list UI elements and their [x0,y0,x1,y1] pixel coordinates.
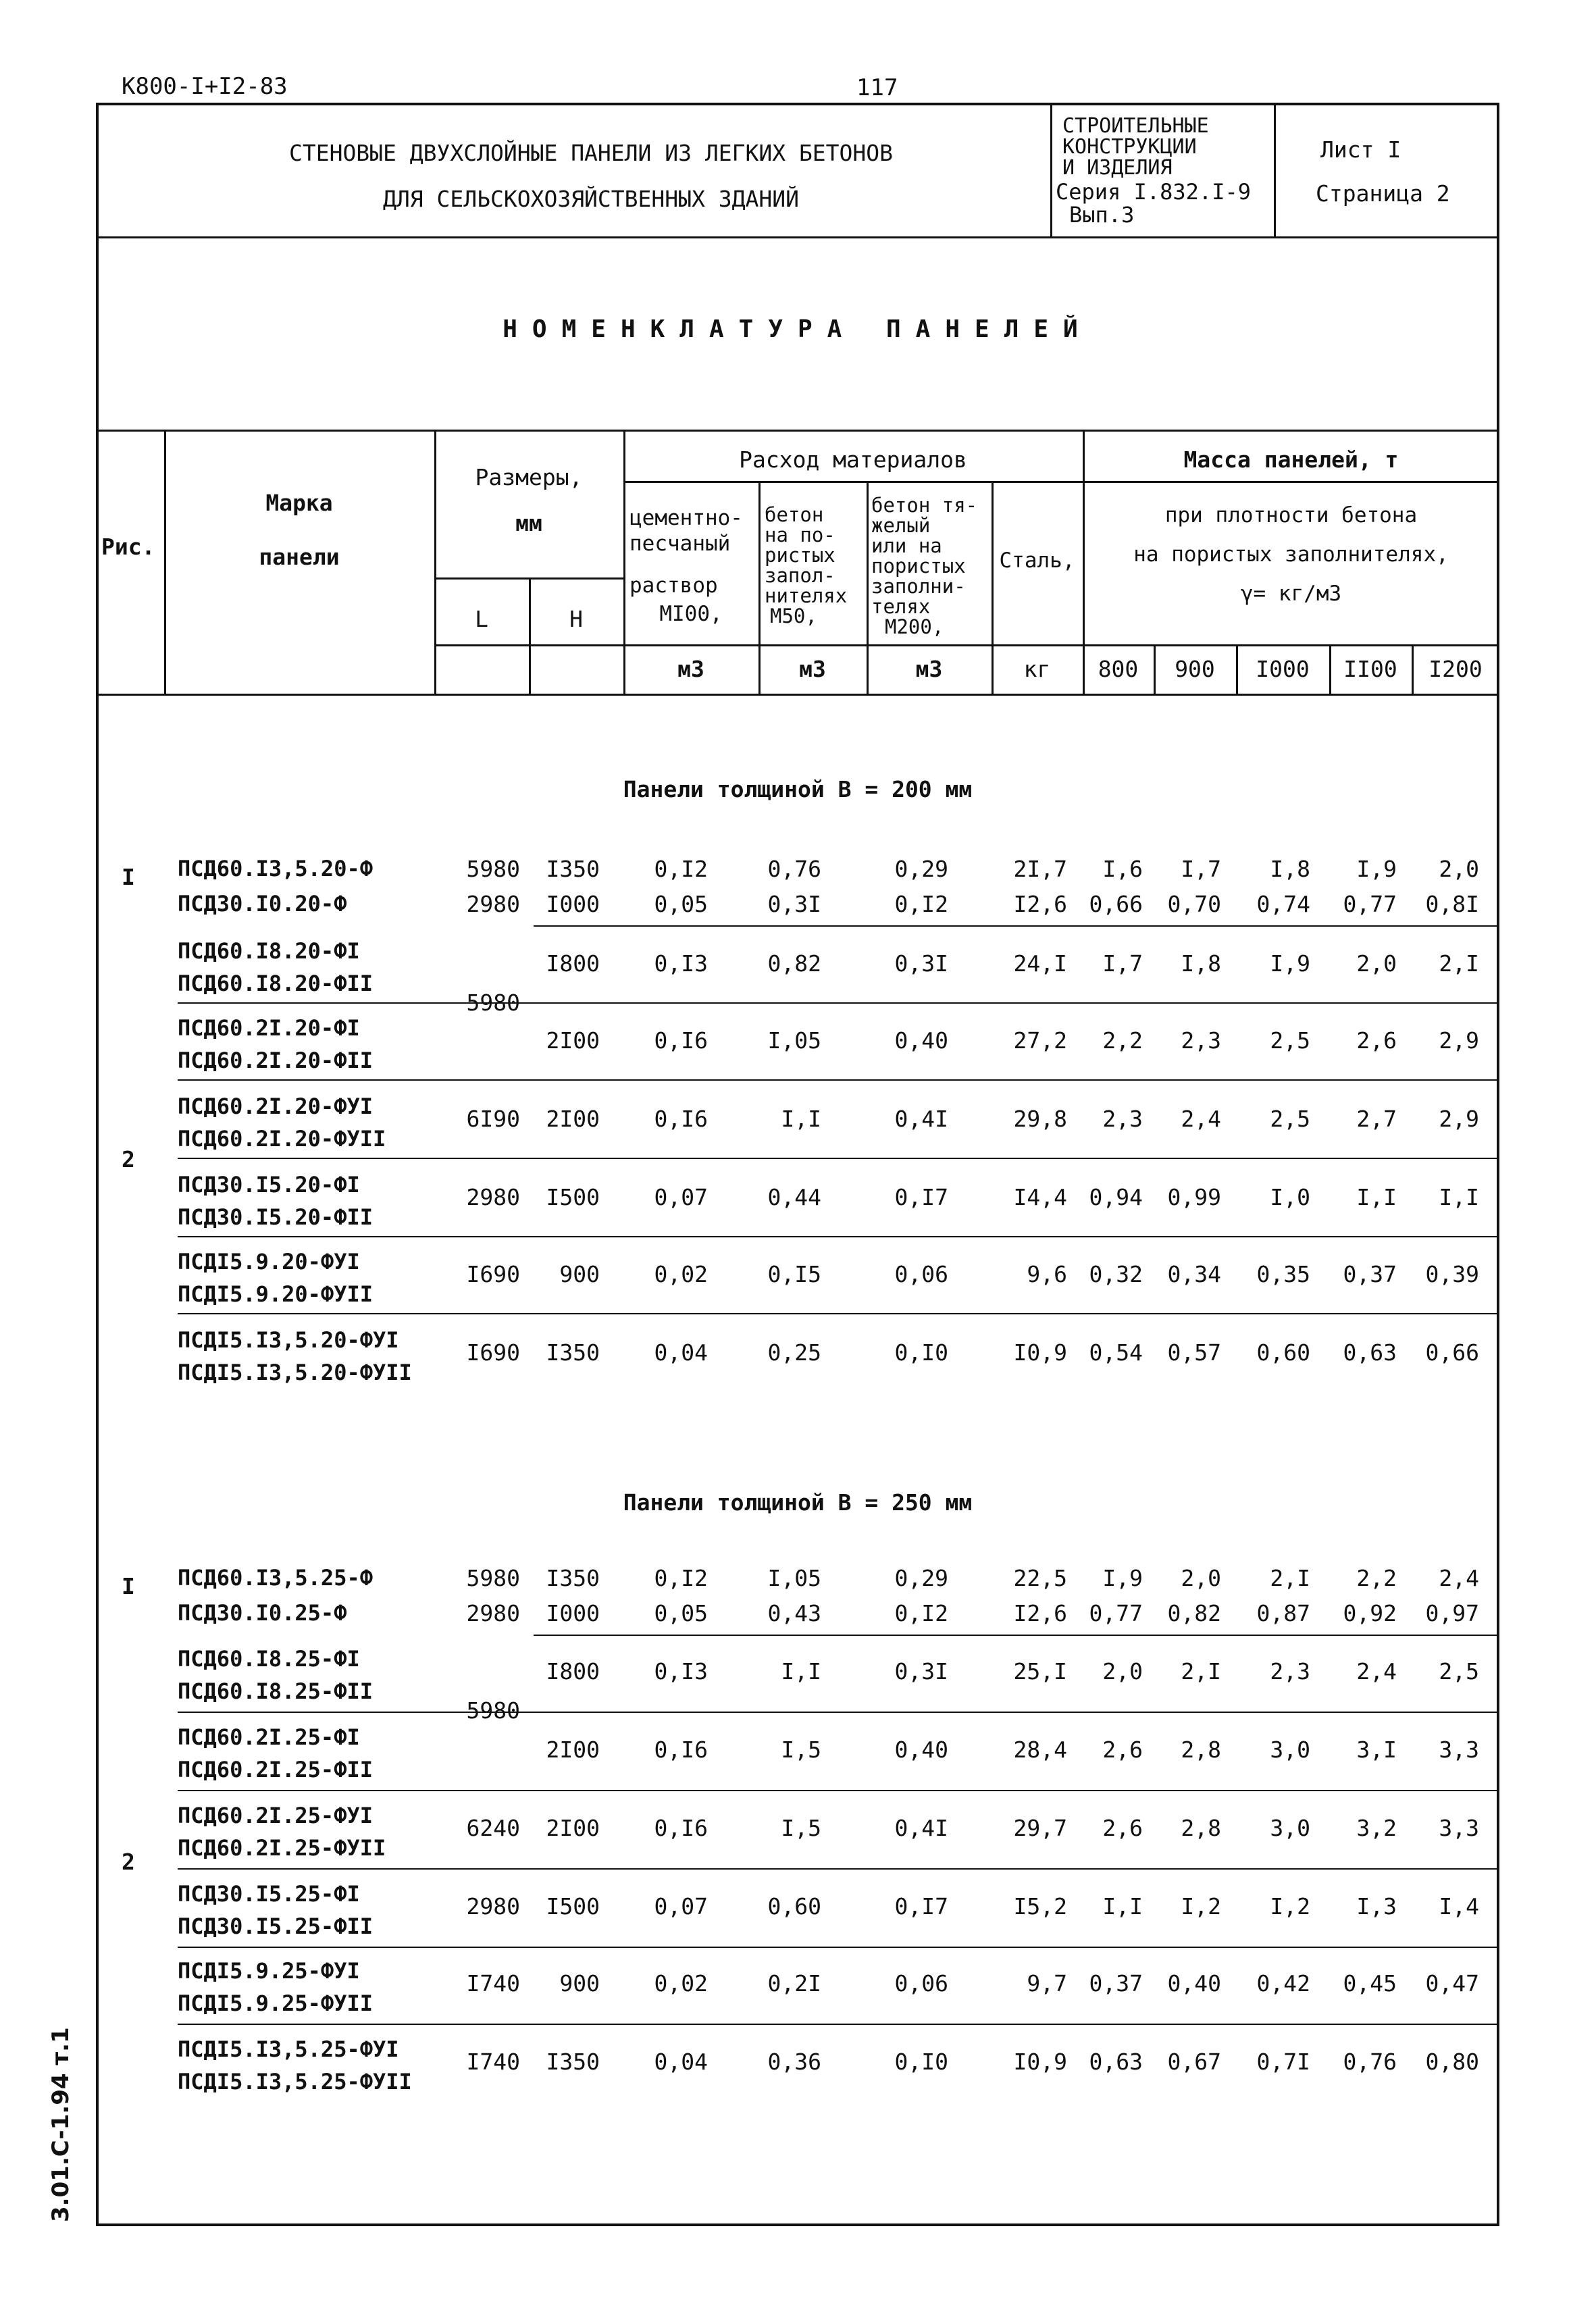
cell-height: I800 [546,1658,600,1685]
cell-value: 0,06 [894,1261,948,1287]
row-divider [178,1079,1499,1081]
cell-value: 0,54 [1089,1339,1143,1366]
fig-label: I [122,1573,135,1599]
cell-value: 2,I [1439,950,1479,977]
cell-value: I0,9 [1013,1339,1067,1366]
cell-value: 0,66 [1089,891,1143,917]
cell-value: 2,3 [1102,1106,1143,1132]
panel-mark: ПСД60.2I.25-ФУI [178,1803,373,1828]
cell-height: 2I00 [546,1027,600,1054]
panel-mark: ПСДI5.I3,5.20-ФУII [178,1360,412,1385]
cell-value: 0,47 [1425,1970,1479,1997]
cell-height: 900 [559,1970,600,1997]
side-stamp: 3.01.C-1.94 т.1 [47,2027,74,2222]
panel-mark: ПСД60.I8.20-ФI [178,938,360,964]
cell-value: 0,42 [1256,1970,1310,1997]
cell-value: 2,0 [1181,1565,1221,1591]
cell-value: I2,6 [1013,1600,1067,1626]
panel-mark: ПСД60.2I.25-ФII [178,1757,373,1782]
cell-value: 0,35 [1256,1261,1310,1287]
cell-value: 0,I7 [894,1184,948,1210]
cell-height: 2I00 [546,1106,600,1132]
panel-mark: ПСД60.2I.20-ФУI [178,1094,373,1119]
cell-value: 0,32 [1089,1261,1143,1287]
row-divider [178,1002,1499,1004]
row-divider [178,1947,1499,1948]
panel-mark: ПСД30.I5.25-ФI [178,1881,360,1907]
document-code: К800-I+I2-83 [122,73,288,100]
header-heavy-4: пористых [871,555,966,577]
section-title: Панели толщиной В = 250 мм [623,1489,973,1516]
cell-value: 0,37 [1343,1261,1397,1287]
cell-length: 2980 [466,1600,520,1626]
cell-value: I,2 [1181,1893,1221,1920]
cell-value: 0,07 [654,1893,708,1920]
cell-height: I350 [546,1339,600,1366]
cell-value: I,4 [1439,1893,1479,1920]
cell-value: 2,0 [1356,950,1397,977]
cell-value: I,8 [1181,950,1221,977]
panel-mark: ПСД60.2I.20-ФI [178,1015,360,1041]
panel-mark: ПСДI5.I3,5.20-ФУI [178,1327,399,1353]
header-porous-1: бетон [765,503,824,526]
cell-length: 2980 [466,1893,520,1920]
cell-value: I,I [1102,1893,1143,1920]
cell-value: 0,36 [767,2049,821,2075]
cell-value: 3,2 [1356,1815,1397,1841]
header-heavy-5: заполни- [871,575,966,598]
cell-value: 0,4I [894,1815,948,1841]
cell-value: I,9 [1270,950,1310,977]
cell-value: I4,4 [1013,1184,1067,1210]
header-heavy-6: телях [871,595,931,618]
cell-value: I5,2 [1013,1893,1067,1920]
cell-height: I350 [546,1565,600,1591]
fig-label: 2 [122,1146,135,1173]
cell-value: 0,67 [1167,2049,1221,2075]
cell-value: 0,40 [1167,1970,1221,1997]
cell-value: 0,39 [1425,1261,1479,1287]
cell-value: 9,7 [1027,1970,1067,1997]
cell-value: 3,I [1356,1737,1397,1763]
cell-value: 0,34 [1167,1261,1221,1287]
header-mark-line1: Марка [265,490,333,516]
cell-value: 2,3 [1270,1658,1310,1685]
cell-value: 0,25 [767,1339,821,1366]
cell-value: 0,05 [654,1600,708,1626]
panel-mark: ПСД30.I0.25-Ф [178,1600,347,1626]
cell-length: 2980 [466,1184,520,1210]
cell-value: 0,I6 [654,1815,708,1841]
cell-value: 0,04 [654,2049,708,2075]
row-divider [178,1868,1499,1870]
cell-length: I690 [466,1261,520,1287]
header-porous-2: на по- [765,523,835,546]
cell-value: 0,3I [767,891,821,917]
cell-value: 29,7 [1013,1815,1067,1841]
cell-length: 6I90 [466,1106,520,1132]
header-mass-sub2: на пористых заполнителях, [1133,542,1449,567]
cell-value: 0,4I [894,1106,948,1132]
cell-value: 2,6 [1102,1815,1143,1841]
header-heavy-3: или на [871,534,942,557]
cell-value: 0,I6 [654,1106,708,1132]
cell-height: I350 [546,856,600,882]
header-porous-5: нителях [765,584,848,607]
cell-value: 0,I6 [654,1027,708,1054]
density-1000: I000 [1256,656,1310,682]
cell-value: 27,2 [1013,1027,1067,1054]
panel-mark: ПСД30.I0.20-Ф [178,891,347,917]
density-1200: I200 [1428,656,1483,682]
cell-value: 2,5 [1439,1658,1479,1685]
cell-value: 0,I2 [894,891,948,917]
cell-value: 29,8 [1013,1106,1067,1132]
cell-value: 0,74 [1256,891,1310,917]
category-line2: КОНСТРУКЦИИ [1062,135,1197,159]
cell-value: 0,40 [894,1027,948,1054]
density-1100: II00 [1343,656,1397,682]
cell-value: 0,44 [767,1184,821,1210]
cell-value: I,I [1439,1184,1479,1210]
cell-value: 0,63 [1343,1339,1397,1366]
cell-value: 3,3 [1439,1737,1479,1763]
cell-length: 6240 [466,1815,520,1841]
row-divider [178,1236,1499,1237]
header-mass: Масса панелей, т [1183,446,1399,473]
cell-value: 0,76 [767,856,821,882]
cell-value: I,8 [1270,856,1310,882]
cell-value: 2,2 [1102,1027,1143,1054]
cell-value: 2,I [1270,1565,1310,1591]
cell-value: 0,82 [767,950,821,977]
cell-value: 2,0 [1102,1658,1143,1685]
cell-value: 0,06 [894,1970,948,1997]
cell-value: 3,0 [1270,1815,1310,1841]
cell-value: I,I [1356,1184,1397,1210]
panel-mark: ПСДI5.9.20-ФУI [178,1249,360,1275]
page-number: 117 [856,74,898,101]
issue-label: Вып.3 [1069,202,1135,228]
cell-value: 0,I5 [767,1261,821,1287]
fig-label: I [122,864,135,890]
header-mark-line2: панели [259,544,340,570]
cell-value: 0,76 [1343,2049,1397,2075]
header-fig: Рис. [101,534,155,560]
cell-value: 0,70 [1167,891,1221,917]
row-divider [534,925,1499,927]
cell-value: I0,9 [1013,2049,1067,2075]
panel-mark: ПСД60.I8.20-ФII [178,971,373,996]
cell-value: 0,02 [654,1970,708,1997]
cell-value: 0,80 [1425,2049,1479,2075]
cell-height: 900 [559,1261,600,1287]
cell-length: I740 [466,2049,520,2075]
header-dim-L: L [475,606,488,632]
row-divider [178,1158,1499,1159]
cell-value: I,6 [1102,856,1143,882]
cell-value: 0,05 [654,891,708,917]
cell-value: 0,7I [1256,2049,1310,2075]
header-dims-line1: Размеры, [475,464,583,490]
cell-value: 0,04 [654,1339,708,1366]
sheet-label: Лист I [1320,136,1401,163]
panel-mark: ПСД60.2I.25-ФI [178,1724,360,1750]
cell-value: 3,3 [1439,1815,1479,1841]
row-divider [178,1712,1499,1713]
cell-height: I500 [546,1893,600,1920]
panel-mark: ПСД60.I8.25-ФII [178,1678,373,1704]
cell-value: 0,63 [1089,2049,1143,2075]
cell-value: I,I [781,1658,821,1685]
cell-value: 0,43 [767,1600,821,1626]
cell-value: 2,3 [1181,1027,1221,1054]
header-dims-line2: мм [515,510,542,536]
cell-value: I,9 [1102,1565,1143,1591]
cell-value: 2,8 [1181,1815,1221,1841]
cell-value: 0,37 [1089,1970,1143,1997]
cell-value: 0,I2 [654,856,708,882]
cell-value: 0,I2 [654,1565,708,1591]
cell-value: 0,07 [654,1184,708,1210]
cell-length: 5980 [466,856,520,882]
cell-value: 0,99 [1167,1184,1221,1210]
cell-value: I,2 [1270,1893,1310,1920]
header-mortar-3: раствор [629,573,718,598]
cell-length-shared: 5980 [466,1697,520,1724]
header-heavy-1: бетон тя- [871,494,978,517]
cell-value: 0,I6 [654,1737,708,1763]
cell-height: I800 [546,950,600,977]
category-line3: И ИЗДЕЛИЯ [1062,156,1173,180]
cell-value: 0,82 [1167,1600,1221,1626]
panel-mark: ПСД30.I5.20-ФI [178,1172,360,1198]
header-porous-3: ристых [765,544,835,567]
header-mass-sub1: при плотности бетона [1164,503,1418,528]
cell-value: 0,29 [894,1565,948,1591]
cell-value: 0,29 [894,856,948,882]
cell-value: 2,4 [1356,1658,1397,1685]
cell-value: 2,2 [1356,1565,1397,1591]
cell-length-shared: 5980 [466,989,520,1016]
cell-value: 2,4 [1439,1565,1479,1591]
cell-value: I,9 [1356,856,1397,882]
panel-mark: ПСД30.I5.20-ФII [178,1204,373,1230]
cell-value: 0,87 [1256,1600,1310,1626]
cell-length: 2980 [466,891,520,917]
header-heavy-unit: м3 [915,656,943,682]
doc-title-line2: ДЛЯ СЕЛЬСКОХОЗЯЙСТВЕННЫХ ЗДАНИЙ [383,186,799,212]
cell-value: 2,8 [1181,1737,1221,1763]
header-heavy-2: желый [871,514,931,537]
cell-value: 3,0 [1270,1737,1310,1763]
cell-value: 2,4 [1181,1106,1221,1132]
cell-value: 0,I7 [894,1893,948,1920]
header-dim-H: Н [569,606,583,632]
panel-mark: ПСД60.2I.20-ФУII [178,1126,386,1152]
cell-value: 0,66 [1425,1339,1479,1366]
cell-value: I,05 [767,1027,821,1054]
section-title: Панели толщиной В = 200 мм [623,776,973,802]
header-mortar-1: цементно- [629,506,743,530]
cell-height: I350 [546,2049,600,2075]
cell-height: 2I00 [546,1737,600,1763]
doc-title-line1: СТЕНОВЫЕ ДВУХСЛОЙНЫЕ ПАНЕЛИ ИЗ ЛЕГКИХ БЕТОНОВ [288,140,894,166]
cell-value: 2,6 [1102,1737,1143,1763]
series-label: Серия I.832.I-9 [1056,179,1251,205]
cell-value: I,3 [1356,1893,1397,1920]
cell-value: 2,9 [1439,1027,1479,1054]
cell-value: 0,60 [1256,1339,1310,1366]
cell-height: I500 [546,1184,600,1210]
cell-value: 0,3I [894,1658,948,1685]
cell-value: 0,57 [1167,1339,1221,1366]
cell-value: 0,I3 [654,1658,708,1685]
header-steel-unit: кг [1023,656,1051,682]
page-label: Страница 2 [1316,180,1450,207]
header-porous-4: запол- [765,564,835,587]
cell-value: 2,5 [1270,1106,1310,1132]
header-mortar-unit: м3 [677,656,704,682]
panel-mark: ПСД60.I3,5.20-Ф [178,856,373,881]
cell-value: I,05 [767,1565,821,1591]
cell-value: 22,5 [1013,1565,1067,1591]
panel-mark: ПСДI5.9.20-ФУII [178,1281,373,1307]
cell-value: 0,I0 [894,2049,948,2075]
cell-value: I,I [781,1106,821,1132]
nomenclature-heading: НОМЕНКЛАТУРА ПАНЕЛЕЙ [503,315,1093,343]
cell-value: 0,92 [1343,1600,1397,1626]
cell-value: 24,I [1013,950,1067,977]
density-800: 800 [1098,656,1139,682]
cell-value: 28,4 [1013,1737,1067,1763]
row-divider [534,1635,1499,1636]
cell-length: I690 [466,1339,520,1366]
cell-height: I000 [546,1600,600,1626]
cell-value: 2,5 [1270,1027,1310,1054]
cell-value: 0,77 [1343,891,1397,917]
cell-value: I,5 [781,1737,821,1763]
header-mass-sub3: γ= кг/м3 [1240,582,1342,606]
header-steel: Сталь, [999,548,1075,573]
panel-mark: ПСДI5.I3,5.25-ФУI [178,2036,399,2062]
panel-mark: ПСД60.I3,5.25-Ф [178,1565,373,1591]
cell-value: 2,9 [1439,1106,1479,1132]
cell-height: 2I00 [546,1815,600,1841]
header-heavy-7: М200, [885,615,944,638]
header-porous-6: М50, [770,605,817,627]
panel-mark: ПСД60.I8.25-ФI [178,1646,360,1672]
cell-value: 0,I0 [894,1339,948,1366]
row-divider [178,1313,1499,1314]
cell-value: 0,3I [894,950,948,977]
row-divider [178,1790,1499,1791]
cell-value: 25,I [1013,1658,1067,1685]
cell-length: 5980 [466,1565,520,1591]
cell-value: 0,I3 [654,950,708,977]
cell-value: 2,0 [1439,856,1479,882]
fig-label: 2 [122,1849,135,1875]
cell-value: 2,I [1181,1658,1221,1685]
cell-value: 0,I2 [894,1600,948,1626]
header-porous-unit: м3 [799,656,826,682]
cell-value: I,5 [781,1815,821,1841]
cell-value: 9,6 [1027,1261,1067,1287]
cell-value: 0,94 [1089,1184,1143,1210]
cell-height: I000 [546,891,600,917]
density-900: 900 [1175,656,1215,682]
cell-value: 2,7 [1356,1106,1397,1132]
cell-value: 0,77 [1089,1600,1143,1626]
cell-length: I740 [466,1970,520,1997]
panel-mark: ПСД30.I5.25-ФII [178,1913,373,1939]
panel-mark: ПСД60.2I.25-ФУII [178,1835,386,1861]
cell-value: 0,97 [1425,1600,1479,1626]
cell-value: I,7 [1102,950,1143,977]
header-mortar-4: МI00, [659,602,723,626]
header-mortar-2: песчаный [629,532,731,556]
cell-value: 0,02 [654,1261,708,1287]
cell-value: I,7 [1181,856,1221,882]
cell-value: 0,60 [767,1893,821,1920]
cell-value: I2,6 [1013,891,1067,917]
cell-value: 0,45 [1343,1970,1397,1997]
cell-value: I,0 [1270,1184,1310,1210]
cell-value: 2,6 [1356,1027,1397,1054]
panel-mark: ПСД60.2I.20-ФII [178,1048,373,1073]
cell-value: 0,2I [767,1970,821,1997]
panel-mark: ПСДI5.9.25-ФУI [178,1958,360,1984]
panel-mark: ПСДI5.9.25-ФУII [178,1990,373,2016]
cell-value: 2I,7 [1013,856,1067,882]
cell-value: 0,8I [1425,891,1479,917]
header-materials: Расход материалов [739,446,967,473]
panel-mark: ПСДI5.I3,5.25-ФУII [178,2069,412,2094]
row-divider [178,2024,1499,2025]
cell-value: 0,40 [894,1737,948,1763]
category-line1: СТРОИТЕЛЬНЫЕ [1062,114,1209,138]
